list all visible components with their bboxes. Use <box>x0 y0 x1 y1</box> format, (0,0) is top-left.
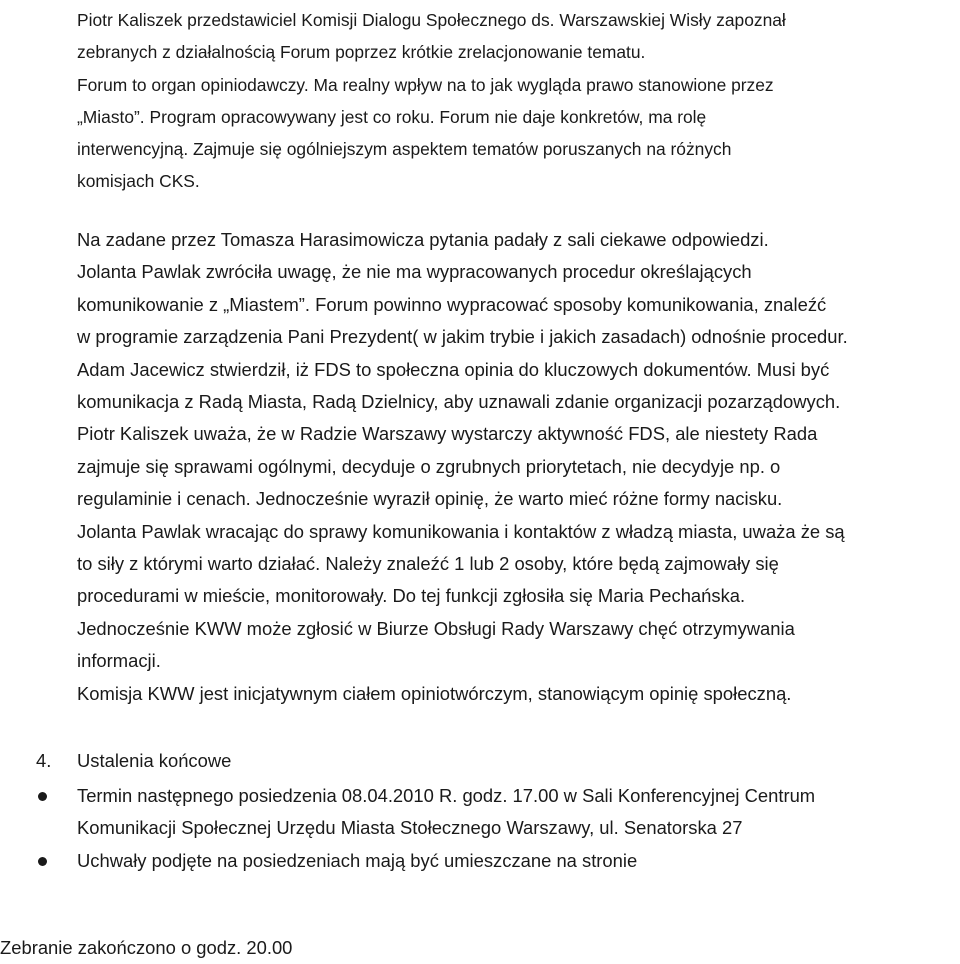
intro-line: „Miasto”. Program opracowywany jest co roku. Forum nie daje konkretów, ma rolę <box>77 106 707 127</box>
discussion-line: komunikowanie z „Miastem”. Forum powinno wypracować sposoby komunikowania, znaleźć <box>77 293 827 315</box>
discussion-line: Jolanta Pawlak wracając do sprawy komunikowania i kontaktów z władzą miasta, uważa że są <box>77 520 845 542</box>
bullet-icon <box>38 857 47 866</box>
discussion-line: Na zadane przez Tomasza Harasimowicza pytania padały z sali ciekawe odpowiedzi. <box>77 229 769 250</box>
intro-line: zebranych z działalnością Forum poprzez krótkie zrelacjonowanie tematu. <box>77 42 646 63</box>
discussion-line: zajmuje się sprawami ogólnymi, decyduje o zgrubnych priorytetach, nie decydyje np. o <box>77 455 781 477</box>
intro-line: Forum to organ opiniodawczy. Ma realny wpływ na to jak wygląda prawo stanowione przez <box>77 74 774 95</box>
discussion-line: informacji. <box>77 650 161 672</box>
discussion-line: Adam Jacewicz stwierdził, iż FDS to społeczna opinia do kluczowych dokumentów. Musi być <box>77 358 830 380</box>
bullet-line: Komunikacji Społecznej Urzędu Miasta Stołecznego Warszawy, ul. Senatorska 27 <box>77 817 743 839</box>
section-title: Ustalenia końcowe <box>77 750 232 771</box>
discussion-line: Jednocześnie KWW może zgłosić w Biurze Obsługi Rady Warszawy chęć otrzymywania <box>77 617 795 639</box>
discussion-paragraph <box>77 224 952 710</box>
discussion-line: to siły z którymi warto działać. Należy znaleźć 1 lub 2 osoby, które będą zajmowały się <box>77 553 779 575</box>
discussion-line: Jolanta Pawlak zwróciła uwagę, że nie ma wypracowanych procedur określających <box>77 261 752 283</box>
bullet-item-next-meeting <box>0 780 960 846</box>
bullet-item-resolutions <box>0 845 960 879</box>
discussion-line: Piotr Kaliszek uważa, że w Radzie Warszawy wystarczy aktywność FDS, ale niestety Rada <box>77 423 818 445</box>
intro-line: interwencyjną. Zajmuje się ogólniejszym aspektem tematów poruszanych na różnych <box>77 139 732 160</box>
bullet-line: Uchwały podjęte na posiedzeniach mają być umieszczane na stronie <box>77 850 638 871</box>
section-number: 4. <box>36 750 52 771</box>
bullet-icon <box>38 792 47 801</box>
bullet-line: Termin następnego posiedzenia 08.04.2010 R. godz. 17.00 w Sali Konferencyjnej Centrum <box>77 785 816 806</box>
intro-line: Piotr Kaliszek przedstawiciel Komisji Dialogu Społecznego ds. Warszawskiej Wisły zapoznał <box>77 10 786 30</box>
discussion-line: w programie zarządzenia Pani Prezydent( w jakim trybie i jakich zasadach) odnośnie procedur. <box>77 326 848 348</box>
intro-paragraph <box>77 4 947 198</box>
discussion-line: procedurami w mieście, monitorowały. Do tej funkcji zgłosiła się Maria Pechańska. <box>77 585 746 607</box>
discussion-line: komunikacja z Radą Miasta, Radą Dzielnicy, aby uznawali zdanie organizacji pozarządowych. <box>77 391 841 413</box>
closing-line: Zebranie zakończono o godz. 20.00 <box>0 937 293 958</box>
discussion-line: regulaminie i cenach. Jednocześnie wyraził opinię, że warto mieć różne formy nacisku. <box>77 488 783 510</box>
discussion-line: Komisja KWW jest inicjatywnym ciałem opiniotwórczym, stanowiącym opinię społeczną. <box>77 682 792 704</box>
intro-line: komisjach CKS. <box>77 171 200 192</box>
